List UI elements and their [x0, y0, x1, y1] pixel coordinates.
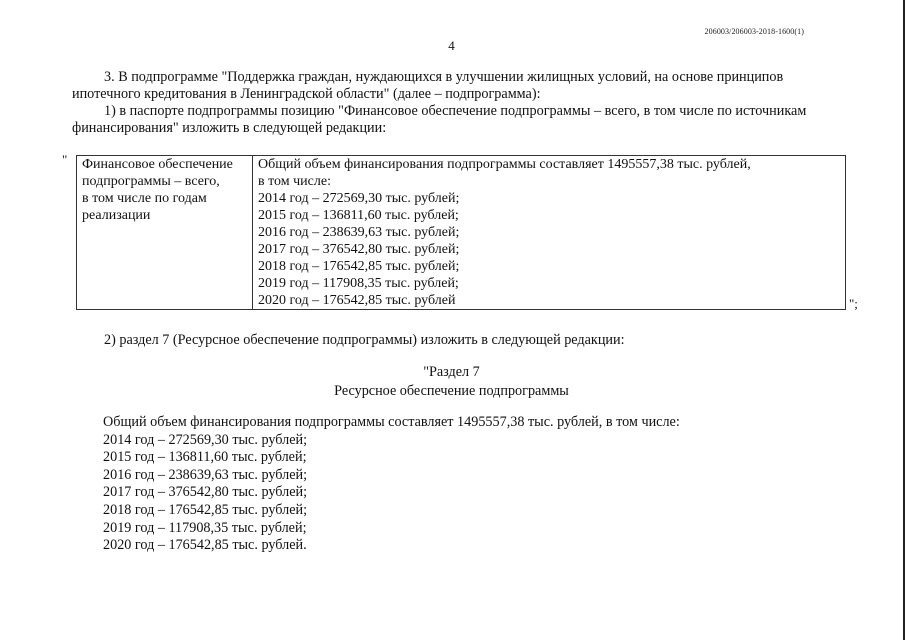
- year-funding-line: 2014 год – 272569,30 тыс. рублей;: [258, 191, 460, 206]
- subitem-1-line-2: финансирования" изложить в следующей редакции:: [72, 120, 387, 136]
- label-line: Финансовое обеспечение: [82, 157, 233, 172]
- year-funding-line: 2015 год – 136811,60 тыс. рублей;: [258, 208, 459, 223]
- year-funding-line: 2020 год – 176542,85 тыс. рублей: [258, 293, 456, 308]
- year-funding-line: 2017 год – 376542,80 тыс. рублей;: [258, 242, 460, 257]
- passport-value-cell: [253, 156, 846, 310]
- section-year-line: 2018 год – 176542,85 тыс. рублей;: [103, 501, 308, 518]
- table-quote-close: ";: [849, 296, 858, 311]
- total-funding-line: Общий объем финансирования подпрограммы составляет 1495557,38 тыс. рублей,: [258, 157, 751, 172]
- subitem-2-line: 2) раздел 7 (Ресурсное обеспечение подпрограммы) изложить в следующей редакции:: [104, 332, 625, 348]
- subitem-2-paragraph: [72, 332, 862, 349]
- label-line: в том числе по годам: [82, 191, 207, 206]
- passport-table-row: [77, 156, 846, 310]
- section-year-line: 2017 год – 376542,80 тыс. рублей;: [103, 484, 308, 501]
- section-year-line: 2015 год – 136811,60 тыс. рублей;: [103, 449, 307, 466]
- section-funding-list: [103, 414, 680, 555]
- label-line: подпрограммы – всего,: [82, 174, 220, 189]
- year-funding-line: 2019 год – 117908,35 тыс. рублей;: [258, 276, 459, 291]
- section-year-line: 2016 год – 238639,63 тыс. рублей;: [103, 466, 308, 483]
- label-line: реализации: [82, 208, 151, 223]
- total-funding-line-2: в том числе:: [258, 174, 331, 189]
- section-heading: "Раздел 7: [423, 364, 480, 380]
- section-year-line: 2019 год – 117908,35 тыс. рублей;: [103, 519, 307, 536]
- document-id: 206003/206003-2018-1600(1): [704, 27, 804, 36]
- year-funding-line: 2016 год – 238639,63 тыс. рублей;: [258, 225, 460, 240]
- passport-table: [76, 155, 846, 310]
- section-subheading: Ресурсное обеспечение подпрограммы: [334, 383, 569, 399]
- subitem-1-line-1: 1) в паспорте подпрограммы позицию "Финансовое обеспечение подпрограммы – всего, в том числе по источникам: [104, 103, 807, 119]
- item-3-line-1: 3. В подпрограмме "Поддержка граждан, нуждающихся в улучшении жилищных условий, на основе принципов: [104, 69, 784, 85]
- subitem-1-paragraph: [72, 103, 862, 137]
- year-funding-line: 2018 год – 176542,85 тыс. рублей;: [258, 259, 460, 274]
- item-3-line-2: ипотечного кредитования в Ленинградской области" (далее – подпрограмма):: [72, 86, 541, 102]
- item-3-paragraph: [72, 69, 862, 103]
- table-quote-open: ": [62, 152, 68, 167]
- section-year-line: 2020 год – 176542,85 тыс. рублей.: [103, 537, 307, 554]
- page-number: 4: [448, 38, 455, 53]
- section-intro: Общий объем финансирования подпрограммы составляет 1495557,38 тыс. рублей, в том числе:: [103, 414, 680, 430]
- passport-label-cell: [77, 156, 253, 310]
- section-year-line: 2014 год – 272569,30 тыс. рублей;: [103, 431, 308, 448]
